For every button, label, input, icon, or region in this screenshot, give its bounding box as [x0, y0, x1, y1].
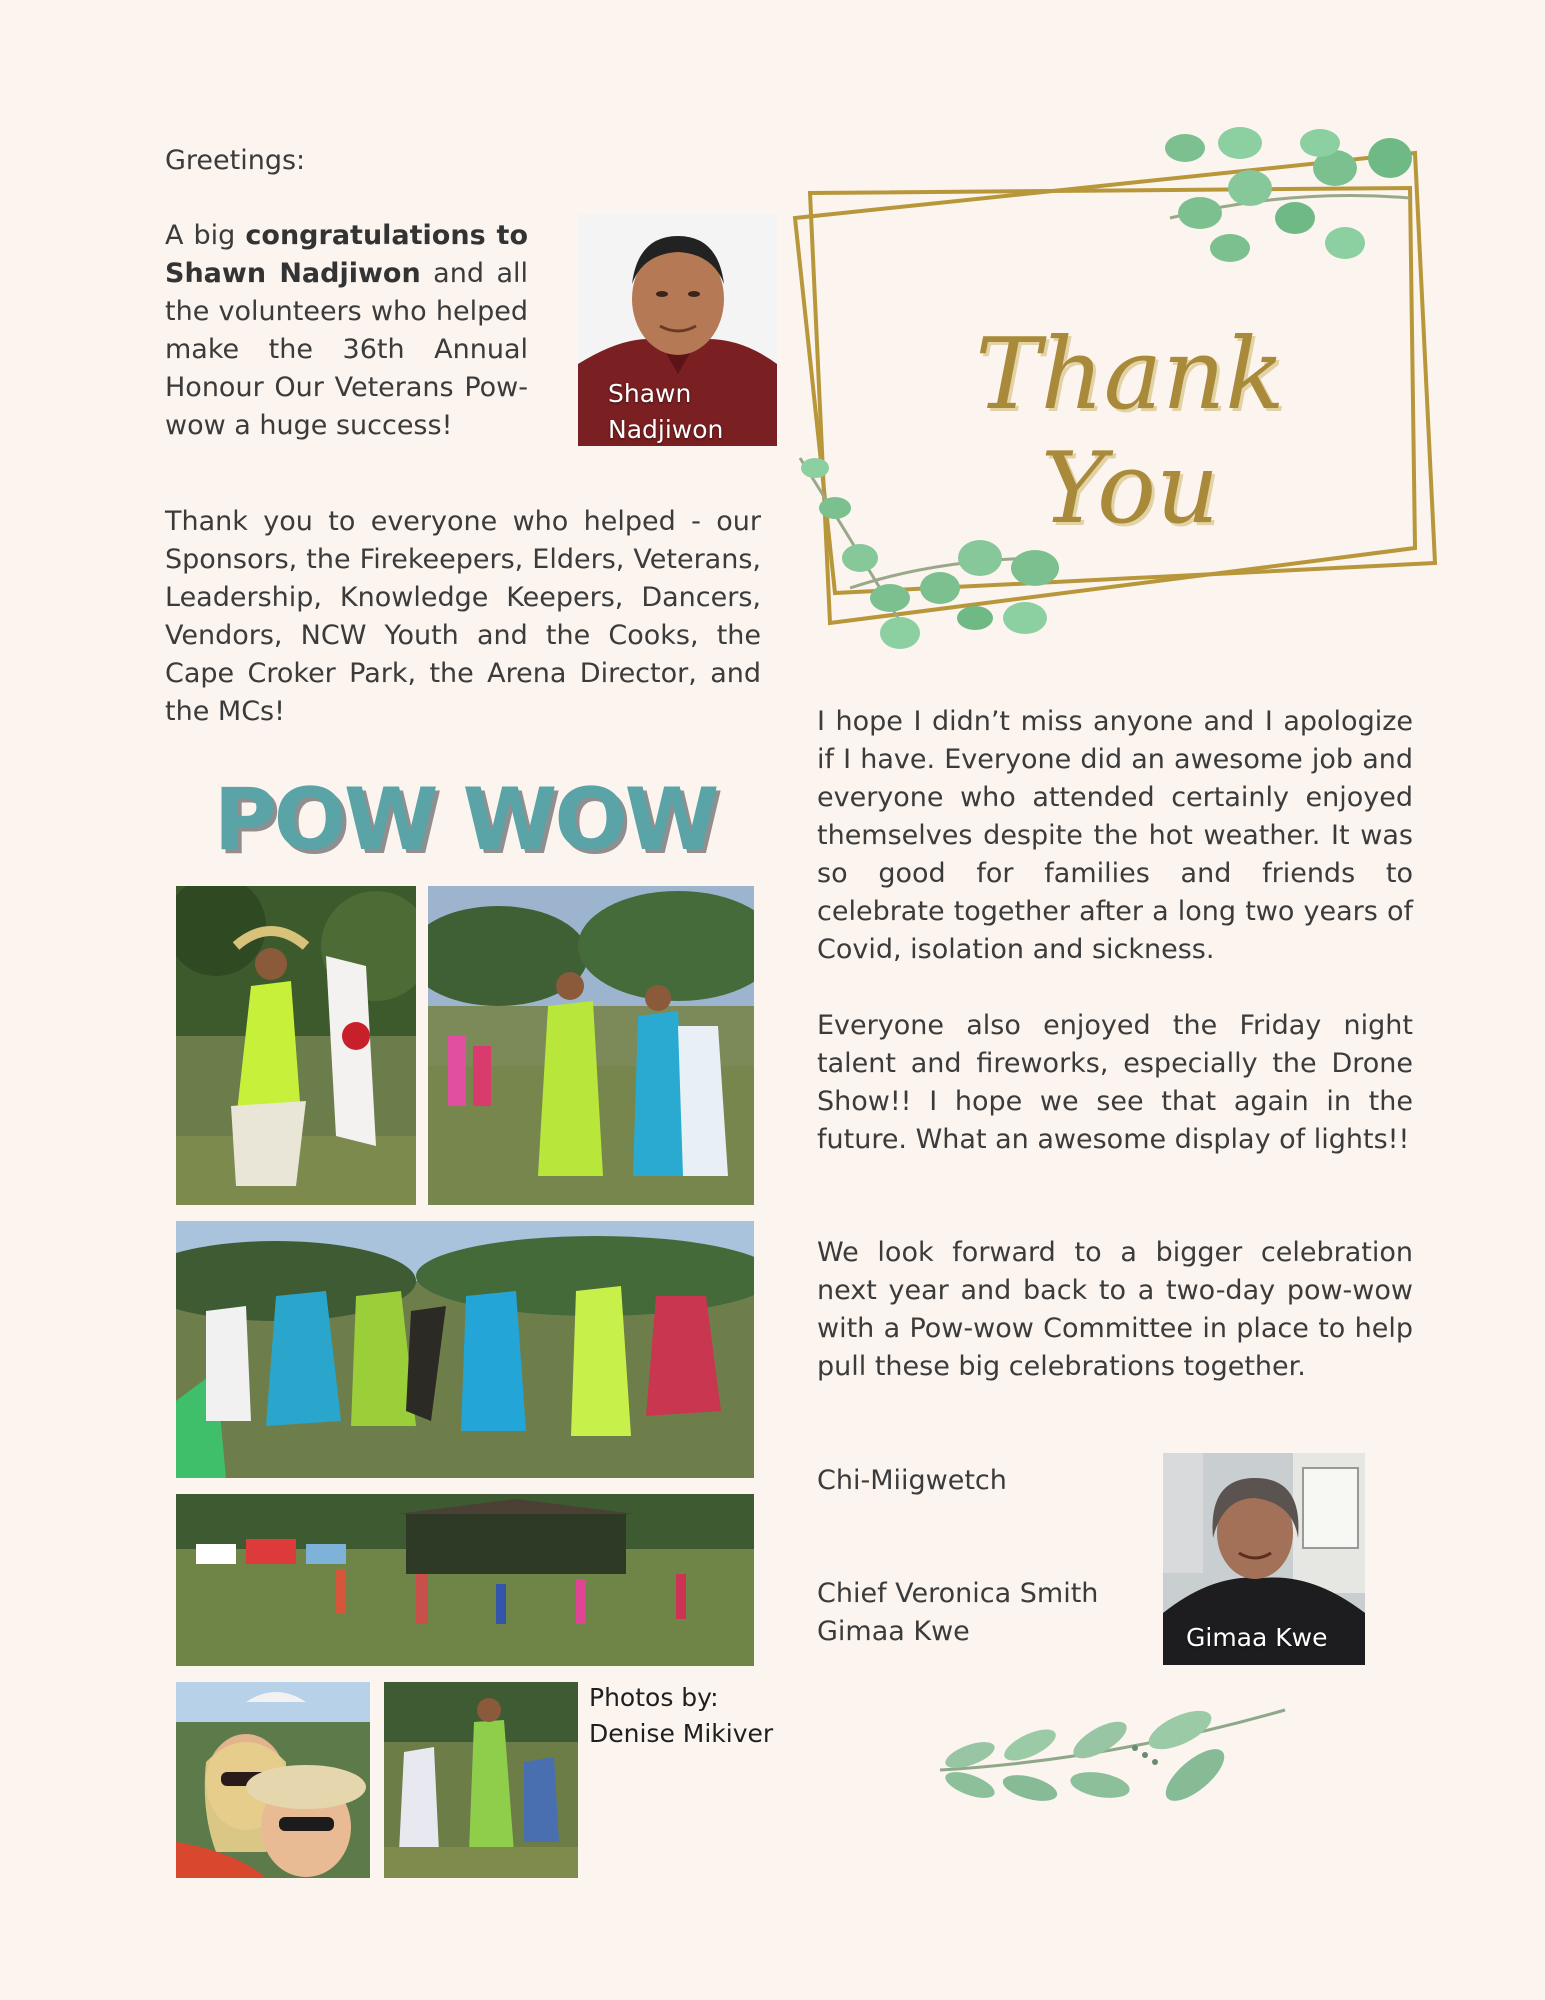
intro-suffix: and all the volunteers who helped make the 36th Annual Honour Our Veterans Pow-wow a huge success! [165, 258, 528, 441]
greeting: Greetings: [165, 145, 306, 176]
shawn-caption-line2: Nadjiwon [608, 415, 724, 444]
powwow-photo-arbor [176, 1494, 754, 1666]
thanks-paragraph: Thank you to everyone who helped - our Sponsors, the Firekeepers, Elders, Veterans, Leadership, Knowledge Keepers, Dancers, Vendors, NCW Youth and the Cooks, the Cape Croker Park, the Arena Director, and the MCs! [165, 506, 761, 727]
signature-line1: Chief Veronica Smith [817, 1578, 1099, 1609]
leaf-decoration-top-icon [1165, 127, 1412, 262]
intro-bold: congratulations to Shawn Nadjiwon [165, 220, 528, 289]
chief-caption: Gimaa Kwe [1186, 1623, 1328, 1652]
shawn-caption-line1: Shawn [608, 379, 692, 408]
signature [817, 1575, 1137, 1651]
photo-credit [589, 1680, 773, 1752]
thank-you-title: Thank You [975, 318, 1285, 546]
photo-credit-line2: Denise Mikiver [589, 1719, 774, 1748]
closing: Chi-Miigwetch [817, 1465, 1007, 1496]
shawn-caption [608, 376, 723, 448]
leaf-sprig-icon [930, 1700, 1290, 1810]
powwow-photo-group [428, 886, 754, 1205]
right-paragraph-3: We look forward to a bigger celebration next year and back to a two-day pow-wow with a Pow-wow Committee in place to help pull these big celebrations together. [817, 1237, 1413, 1382]
intro-prefix: A big [165, 220, 246, 251]
powwow-photo-dancer [176, 886, 416, 1205]
powwow-photo-selfie [176, 1682, 370, 1878]
intro-paragraph [165, 217, 528, 445]
powwow-title: POW WOW [213, 770, 717, 870]
powwow-photo-wide [176, 1221, 754, 1478]
right-paragraph-1: I hope I didn’t miss anyone and I apologize if I have. Everyone did an awesome job and everyone who attended certainly enjoyed themselves despite the hot weather. It was so good for families and friends to celebrate together after a long two years of Covid, isolation and sickness. [817, 706, 1413, 965]
powwow-photo-dancer-2 [384, 1682, 578, 1878]
right-paragraph-2: Everyone also enjoyed the Friday night talent and fireworks, especially the Drone Show!! I hope we see that again in the future. What an awesome display of lights!! [817, 1010, 1413, 1155]
photo-credit-line1: Photos by: [589, 1683, 719, 1712]
signature-line2: Gimaa Kwe [817, 1616, 970, 1647]
